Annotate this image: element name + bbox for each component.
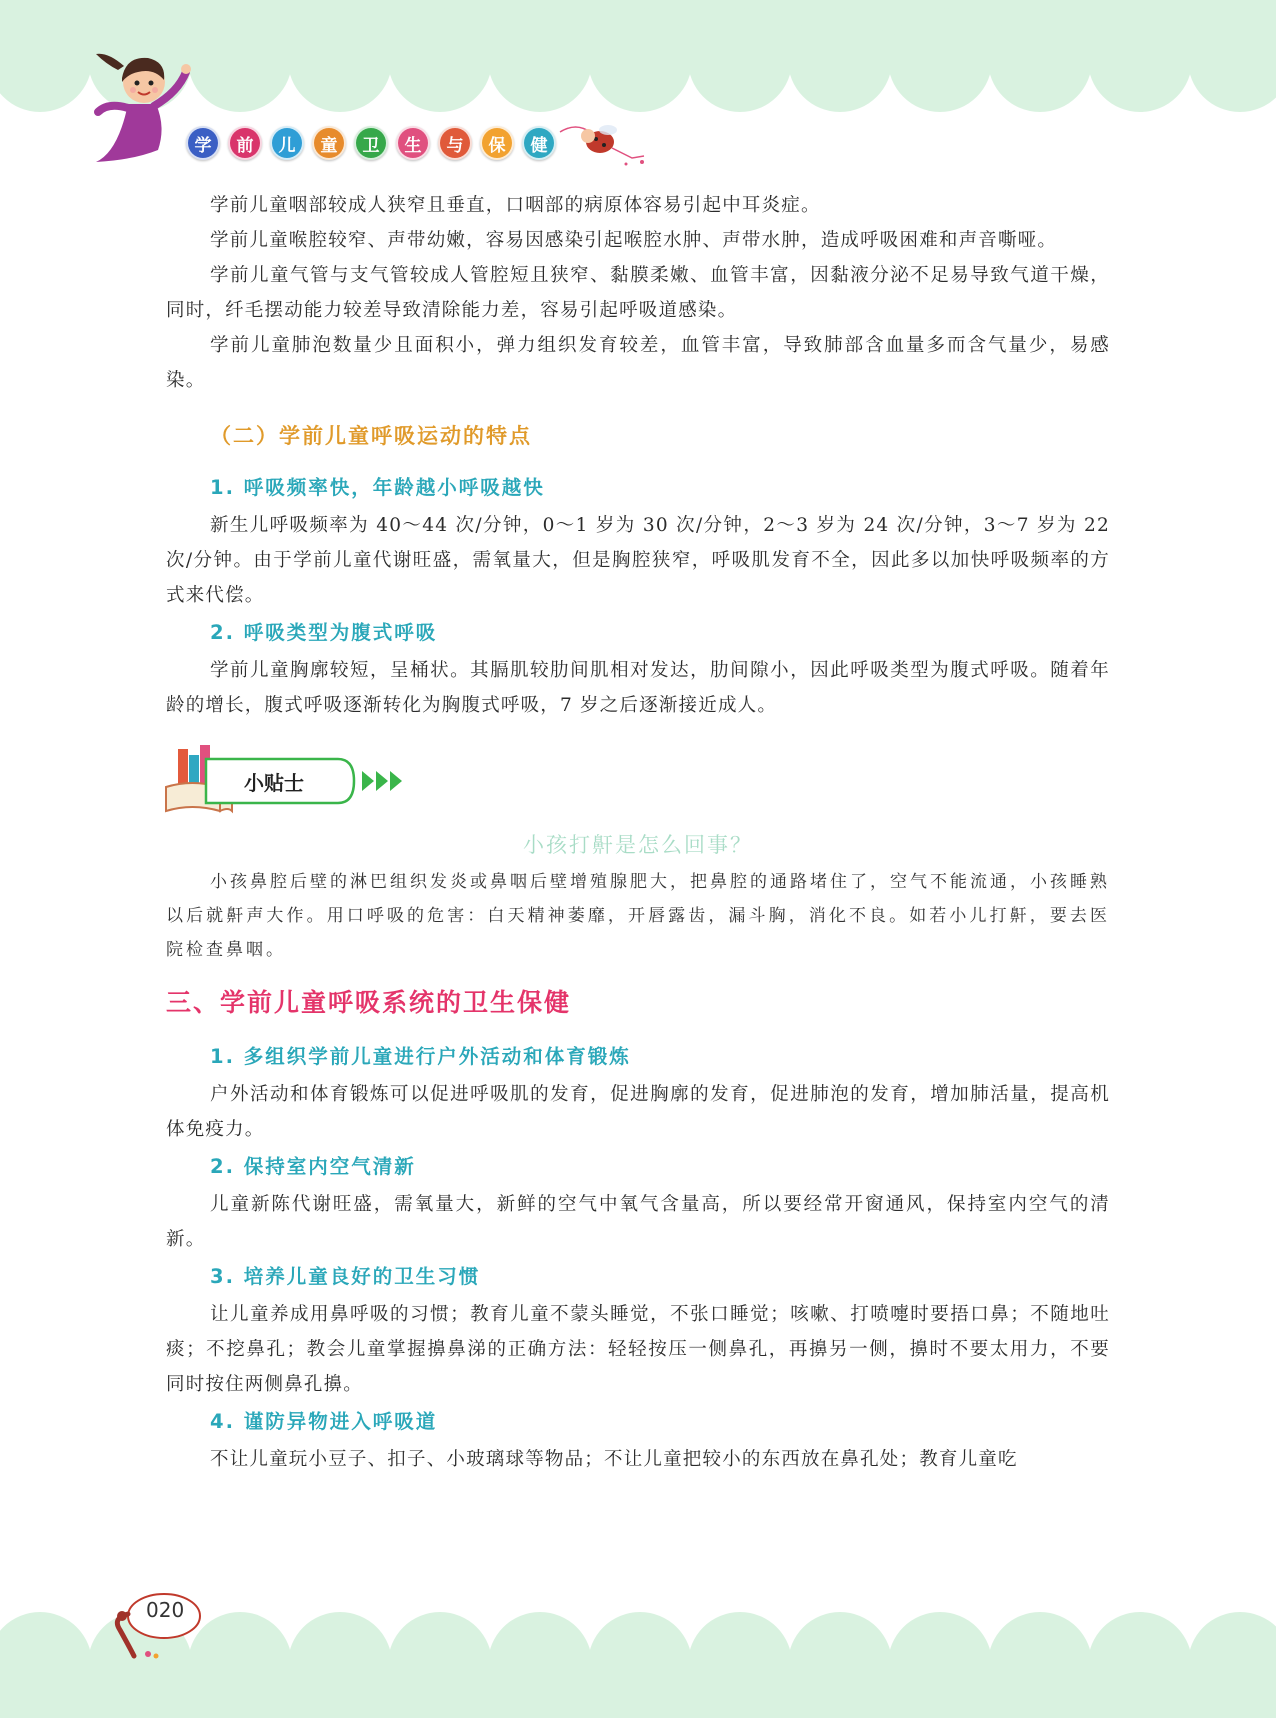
paragraph: 不让儿童玩小豆子、扣子、小玻璃球等物品；不让儿童把较小的东西放在鼻孔处；教育儿童吃 xyxy=(210,1449,1018,1470)
title-char: 前 xyxy=(228,126,262,160)
paragraph: 学前儿童肺泡数量少且面积小，弹力组织发育较差，血管丰富，导致肺部含血量多而含气量少，易感染。 xyxy=(166,335,1110,391)
tip-banner xyxy=(162,741,1110,819)
point-heading: 3. 培养儿童良好的卫生习惯 xyxy=(210,1265,481,1288)
title-char: 与 xyxy=(438,126,472,160)
section-heading: 三、学前儿童呼吸系统的卫生保健 xyxy=(166,988,572,1017)
ladybug-fairy-icon xyxy=(556,118,648,170)
title-char: 童 xyxy=(312,126,346,160)
title-char: 生 xyxy=(396,126,430,160)
paragraph: 儿童新陈代谢旺盛，需氧量大，新鲜的空气中氧气含量高，所以要经常开窗通风，保持室内空气的清新。 xyxy=(166,1194,1110,1250)
paragraph: 新生儿呼吸频率为 40～44 次/分钟，0～1 岁为 30 次/分钟，2～3 岁为 24 次/分钟，3～7 岁为 22 次/分钟。由于学前儿童代谢旺盛，需氧量大，但是胸腔狭窄，呼吸肌发育不全，因此多以加快呼吸频率的方式来代偿。 xyxy=(166,515,1110,606)
title-char: 保 xyxy=(480,126,514,160)
title-char: 卫 xyxy=(354,126,388,160)
tip-text: 小孩鼻腔后壁的淋巴组织发炎或鼻咽后壁增殖腺肥大，把鼻腔的通路堵住了，空气不能流通，小孩睡熟以后就鼾声大作。用口呼吸的危害：白天精神萎靡，开唇露齿，漏斗胸，消化不良。如若小儿打鼾，要去医院检查鼻咽。 xyxy=(166,872,1110,960)
point-heading: 4. 谨防异物进入呼吸道 xyxy=(210,1410,438,1433)
point-heading: 2. 呼吸类型为腹式呼吸 xyxy=(210,621,438,644)
tip-question: 小孩打鼾是怎么回事？ xyxy=(523,833,753,857)
title-char: 儿 xyxy=(270,126,304,160)
point-heading: 1. 呼吸频率快，年龄越小呼吸越快 xyxy=(210,476,545,499)
tip-label: 小贴士 xyxy=(244,771,304,795)
title-char: 学 xyxy=(186,126,220,160)
paragraph: 户外活动和体育锻炼可以促进呼吸肌的发育，促进胸廓的发育，促进肺泡的发育，增加肺活量，提高机体免疫力。 xyxy=(166,1084,1110,1140)
page-content xyxy=(166,188,1110,1477)
subsection-heading: （二）学前儿童呼吸运动的特点 xyxy=(210,424,532,448)
book-title xyxy=(186,126,556,160)
point-heading: 1. 多组织学前儿童进行户外活动和体育锻炼 xyxy=(210,1045,631,1068)
paragraph: 让儿童养成用鼻呼吸的习惯；教育儿童不蒙头睡觉，不张口睡觉；咳嗽、打喷嚏时要捂口鼻；不随地吐痰；不挖鼻孔；教会儿童掌握擤鼻涕的正确方法：轻轻按压一侧鼻孔，再擤另一侧，擤时不要太用力，不要同时按住两侧鼻孔擤。 xyxy=(166,1304,1110,1395)
point-heading: 2. 保持室内空气清新 xyxy=(210,1155,416,1178)
paragraph: 学前儿童咽部较成人狭窄且垂直，口咽部的病原体容易引起中耳炎症。 xyxy=(210,195,821,216)
paragraph: 学前儿童喉腔较窄、声带幼嫩，容易因感染引起喉腔水肿、声带水肿，造成呼吸困难和声音嘶哑。 xyxy=(210,230,1058,251)
paragraph: 学前儿童胸廓较短，呈桶状。其膈肌较肋间肌相对发达，肋间隙小，因此呼吸类型为腹式呼吸。随着年龄的增长，腹式呼吸逐渐转化为胸腹式呼吸，7 岁之后逐渐接近成人。 xyxy=(166,660,1110,716)
title-char: 健 xyxy=(522,126,556,160)
page-number: 020 xyxy=(146,1598,185,1622)
paragraph: 学前儿童气管与支气管较成人管腔短且狭窄、黏膜柔嫩、血管丰富，因黏液分泌不足易导致气道干燥，同时，纤毛摆动能力较差导致清除能力差，容易引起呼吸道感染。 xyxy=(166,265,1110,321)
